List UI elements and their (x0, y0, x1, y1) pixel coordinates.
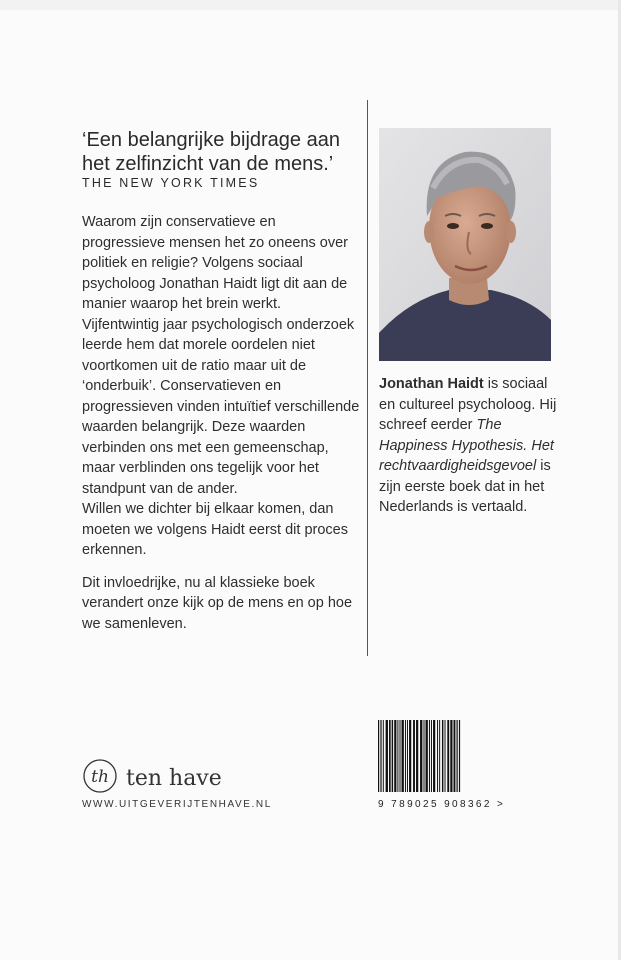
barcode-bar (394, 720, 396, 792)
barcode-bar (416, 720, 418, 792)
barcode-bar (442, 720, 443, 792)
barcode-bar (378, 720, 379, 792)
barcode-bar (407, 720, 408, 792)
publisher-logo (82, 758, 222, 799)
blurb-paragraph-2: Willen we dichter bij elkaar komen, dan moeten we volgens Haidt eerst dit proces erkennen. (82, 501, 348, 558)
barcode-bar (437, 720, 438, 792)
publisher-logo-icon (82, 758, 118, 799)
barcode-bar (426, 720, 428, 792)
publisher-url: WWW.UITGEVERIJTENHAVE.NL (82, 799, 272, 810)
bio-text-2: is zijn eerste boek dat in het Nederlands is vertaald. (379, 458, 551, 515)
quote-line-1: ‘Een belangrijke bijdrage aan (82, 129, 340, 151)
bio-book-1: The Happiness Hypothesis (379, 417, 524, 454)
barcode-bar (409, 720, 411, 792)
barcode-bar (405, 720, 406, 792)
bio-book-2: Het rechtvaardigheidsgevoel (379, 437, 554, 474)
barcode-bar (392, 720, 393, 792)
barcode-bar (424, 720, 425, 792)
bio-text-1: is sociaal en cultureel psycholoog. Hij schreef eerder (379, 376, 557, 433)
barcode-bar (439, 720, 440, 792)
quote-source: THE NEW YORK TIMES (82, 176, 260, 190)
barcode-bar (445, 720, 446, 792)
barcode-bar (450, 720, 452, 792)
barcode-bar (457, 720, 458, 792)
barcode-bar (420, 720, 422, 792)
barcode-bar (389, 720, 391, 792)
blurb (82, 212, 362, 634)
barcode-bar (402, 720, 404, 792)
isbn-number: 9 789025 908362 > (378, 799, 506, 810)
column-divider (367, 100, 368, 656)
barcode-bar (431, 720, 432, 792)
review-quote (82, 128, 372, 176)
author-bio (379, 374, 564, 518)
barcode-bar (413, 720, 415, 792)
barcode-bar (400, 720, 401, 792)
blurb-paragraph-3: Dit invloedrijke, nu al klassieke boek verandert onze kijk op de mens en op hoe we samenleven. (82, 574, 353, 632)
barcode-bar (397, 720, 398, 792)
barcode-bar (383, 720, 384, 792)
barcode-bar (433, 720, 435, 792)
author-photo (379, 128, 551, 361)
blurb-paragraph-1: Waarom zijn conservatieve en progressieve mensen het zo oneens over politiek en religie? Volgens sociaal psycholoog Jonathan Haidt ligt dit aan de manier waarop het brein werkt. Vijfentwintig jaar psychologisch onderzoek leerde hem dat morele oordelen niet voortkomen uit de ratio maar uit de ‘onderbuik’. Conservatieven en progressieven vinden intuïtief verschillende waarden belangrijk. Deze waarden verbinden ons met een gemeenschap, maar verblinden ons tegelijk voor het standpunt van de ander. (82, 214, 360, 497)
page-top-edge (0, 0, 621, 10)
barcode-bar (386, 720, 388, 792)
bio-separator: . (523, 437, 532, 454)
author-name: Jonathan Haidt (379, 376, 484, 392)
barcode-bar (459, 720, 460, 792)
barcode-bar (447, 720, 449, 792)
barcode-bar (380, 720, 381, 792)
quote-line-2: het zelfinzicht van de mens.’ (82, 153, 334, 175)
barcode (376, 720, 492, 792)
publisher-name: ten have (126, 766, 222, 791)
barcode-bar (429, 720, 430, 792)
barcode-bar (454, 720, 456, 792)
publisher-mark: th (91, 767, 109, 787)
